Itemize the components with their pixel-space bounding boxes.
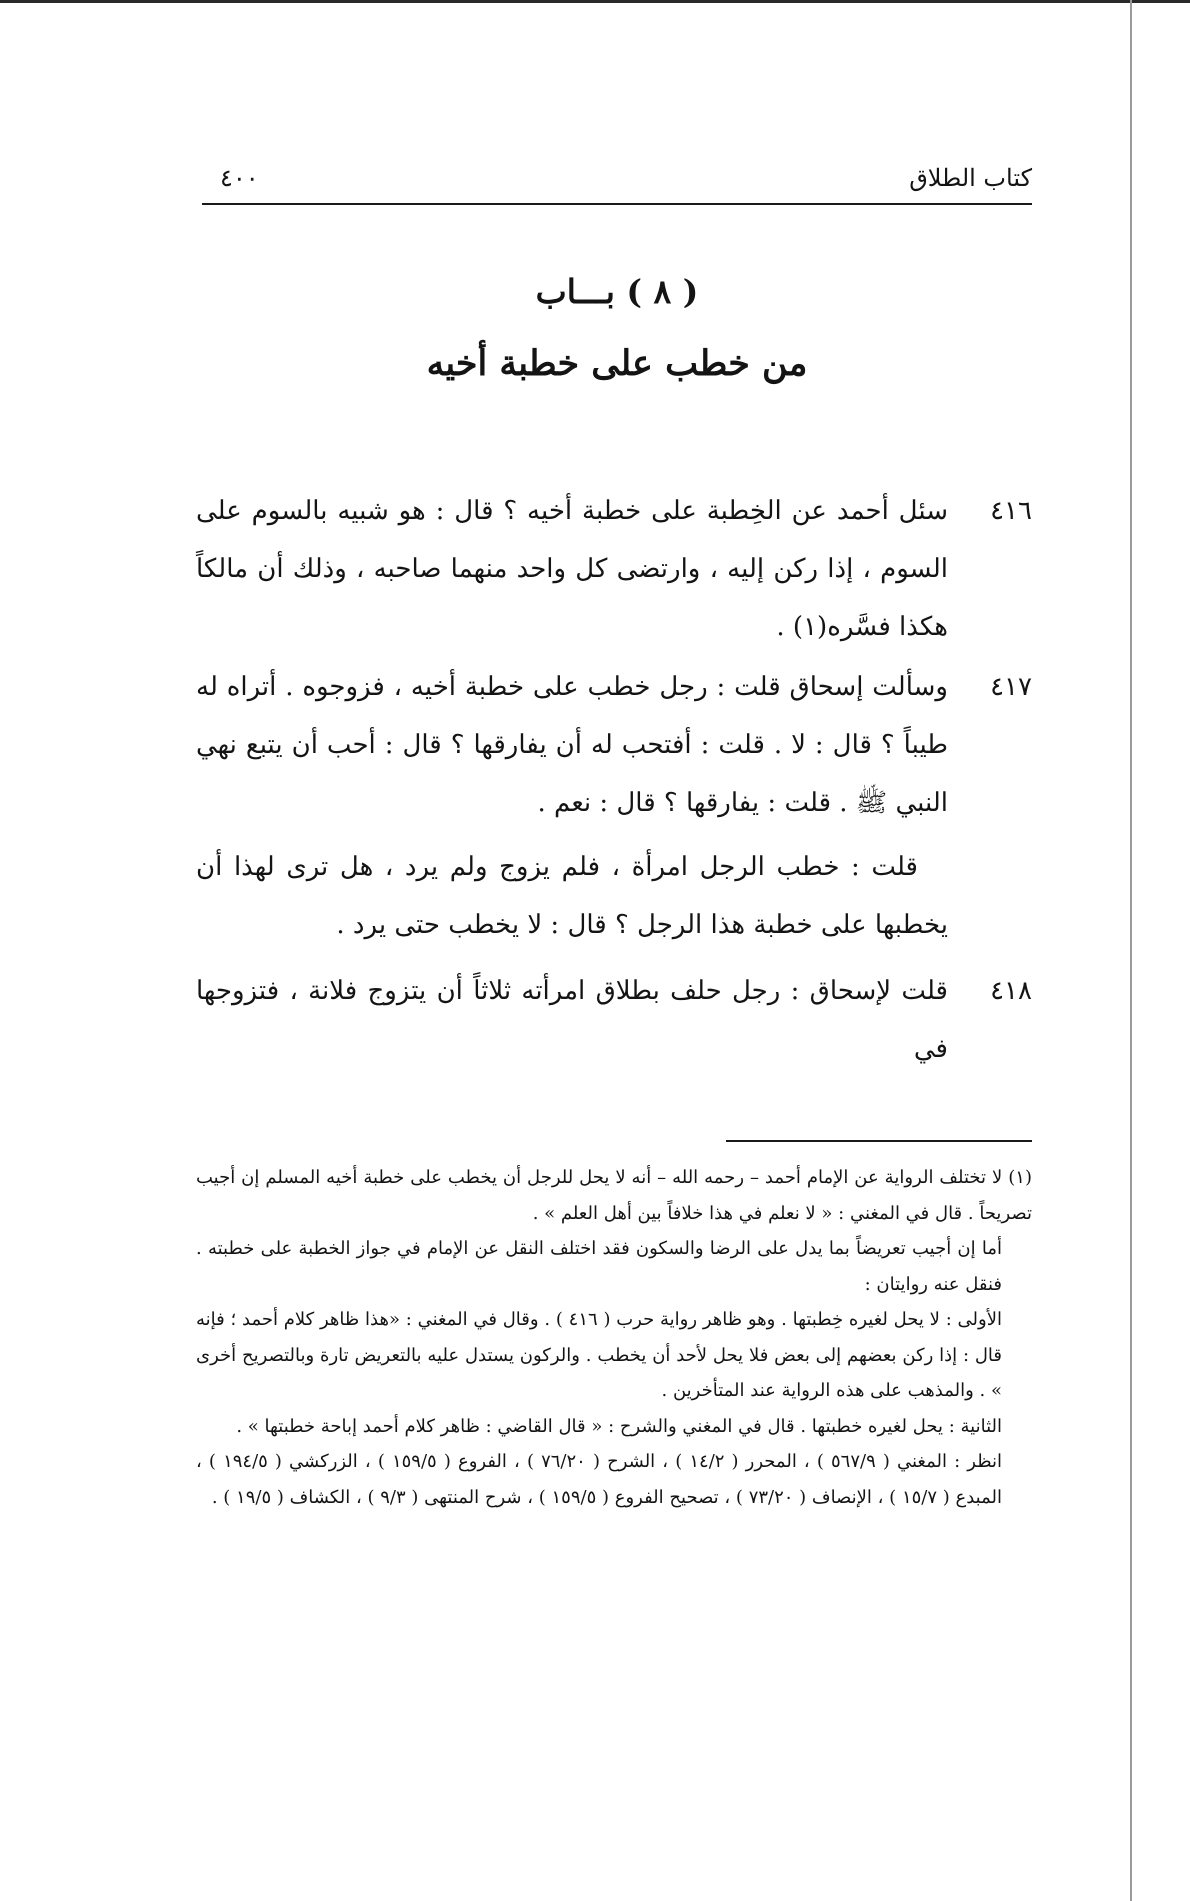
footnote-rule [726, 1140, 1032, 1142]
entry-416 [196, 482, 1032, 656]
scan-border-right [1130, 0, 1132, 1901]
footnote-1-text: لا تختلف الرواية عن الإمام أحمد – رحمه الله – أنه لا يحل للرجل أن يخطب على خطبة أخيه المسلم إن أجيب تصريحاً . قال في المغني : « لا نعلم في هذا خلافاً بين أهل العلم » . [196, 1167, 1032, 1224]
footnote-1-para-2: أما إن أجيب تعريضاً بما يدل على الرضا والسكون فقد اختلف النقل عن الإمام في جواز الخطبة على خطبته . فنقل عنه روايتان : [196, 1238, 1002, 1295]
scan-border-top [0, 0, 1190, 3]
footnote-1 [196, 1160, 1032, 1231]
chapter-label: ( ٨ ) بـــاب [535, 272, 699, 311]
running-title: كتاب الطلاق [909, 164, 1032, 192]
entry-text: قلت لإسحاق : رجل حلف بطلاق امرأته ثلاثاً أن يتزوج فلانة ، فتزوجها في [196, 976, 948, 1064]
page-header [202, 162, 1032, 206]
footnote-1-para-3: الأولى : لا يحل لغيره خِطبتها . وهو ظاهر رواية حرب ( ٤١٦ ) . وقال في المغني : «هذا ظاهر كلام أحمد ؛ فإنه قال : إذا ركن بعضهم إلى بعض فلا يحل لأحد أن يخطب . والركون يستدل عليه بالتعريض تارة وبالتصريح أخرى » . والمذهب على هذه الرواية عند المتأخرين . [196, 1309, 1002, 1401]
entry-number: ٤١٦ [990, 496, 1032, 526]
page-number: ٤٠٠ [220, 164, 259, 192]
header-rule [202, 203, 1032, 205]
footnote-1-para-4: الثانية : يحل لغيره خطبتها . قال في المغني والشرح : « قال القاضي : ظاهر كلام أحمد إباحة خطبتها » . [236, 1415, 1002, 1437]
entry-number: ٤١٨ [990, 976, 1032, 1006]
entry-text: سئل أحمد عن الخِطبة على خطبة أخيه ؟ قال : هو شبيه بالسوم على السوم ، إذا ركن إليه ، وارتضى كل واحد منهما صاحبه ، وذلك أن مالكاً هكذا فسَّره(١) . [196, 496, 948, 642]
entry-417 [196, 658, 1032, 832]
entry-417-continuation: قلت : خطب الرجل امرأة ، فلم يزوج ولم يرد ، هل ترى لهذا أن يخطبها على خطبة هذا الرجل ؟ قال : لا يخطب حتى يرد . [196, 852, 948, 940]
footnote-1-references: انظر : المغني ( ٥٦٧/٩ ) ، المحرر ( ١٤/٢ ) ، الشرح ( ٧٦/٢٠ ) ، الفروع ( ١٥٩/٥ ) ، الزركشي ( ١٩٤/٥ ) ، المبدع ( ١٥/٧ ) ، الإنصاف ( ٧٣/٢٠ ) ، تصحيح الفروع ( ١٥٩/٥ ) ، شرح المنتهى ( ٩/٣ ) ، الكشاف ( ١٩/٥ ) . [196, 1451, 1003, 1508]
entry-418 [196, 962, 1032, 1078]
footnotes [196, 1160, 1032, 1515]
entry-text: وسألت إسحاق قلت : رجل خطب على خطبة أخيه ، فزوجوه . أتراه له طيباً ؟ قال : لا . قلت : أفتحب له أن يفارقها ؟ قال : أحب أن يتبع نهي النبي ﷺ . قلت : يفارقها ؟ قال : نعم . [196, 672, 948, 818]
entry-number: ٤١٧ [990, 672, 1032, 702]
footnote-marker: (١) [1008, 1167, 1032, 1188]
chapter-title: من خطب على خطبة أخيه [426, 343, 808, 384]
